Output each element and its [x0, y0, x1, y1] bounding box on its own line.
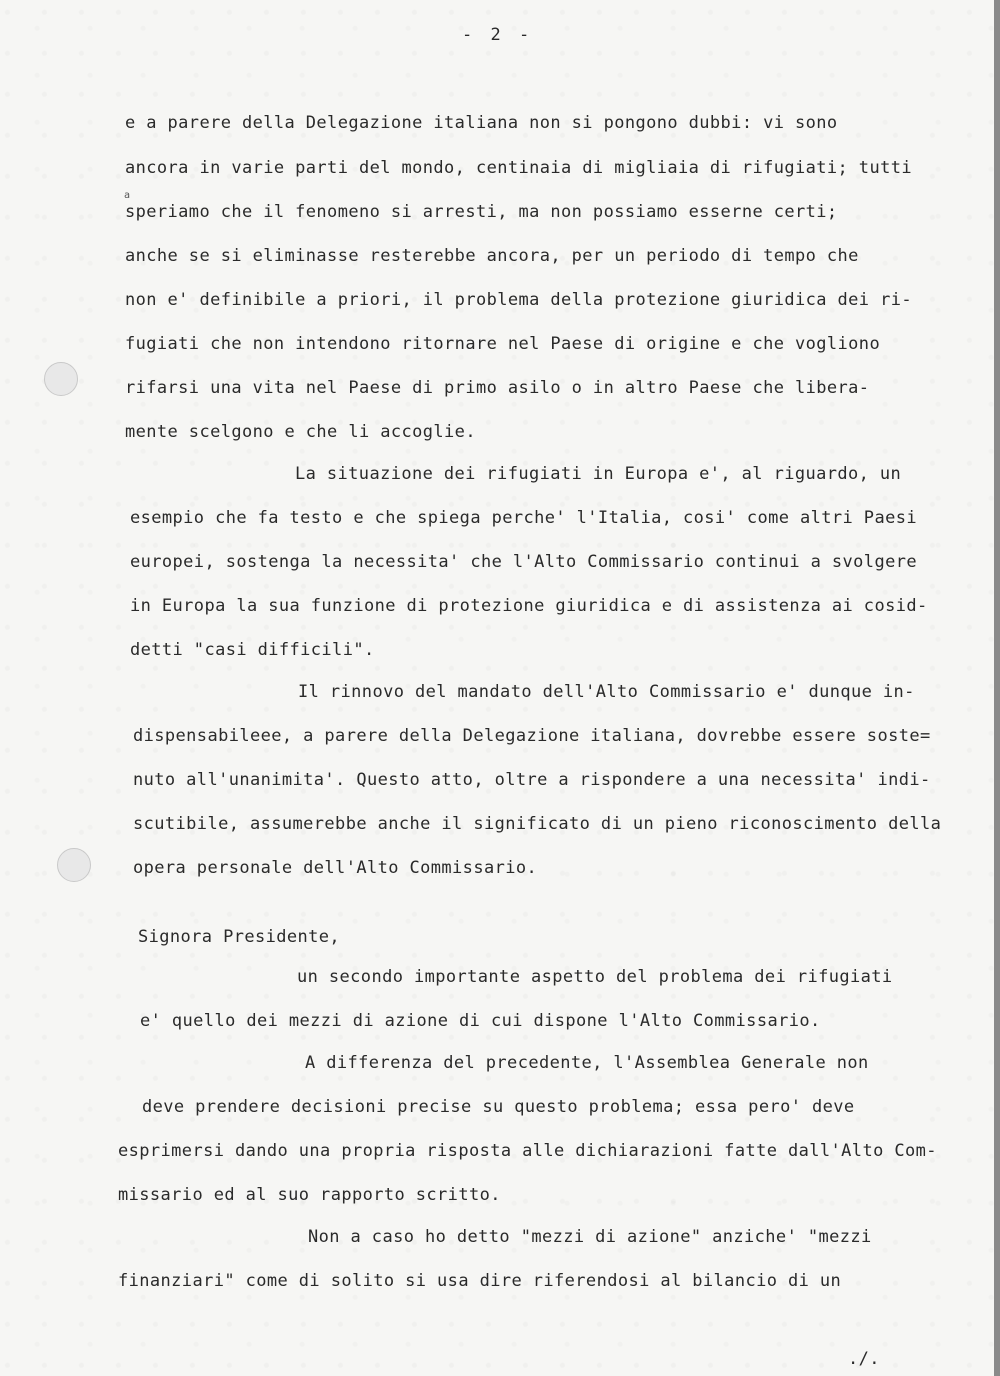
- text-line: La situazione dei rifugiati in Europa e', al riguardo, un: [295, 464, 902, 484]
- text-line: opera personale dell'Alto Commissario.: [133, 858, 538, 878]
- page-number: - 2 -: [462, 25, 534, 45]
- text-line: dispensabileee, a parere della Delegazione italiana, dovrebbe essere soste=: [133, 726, 931, 746]
- text-line: e a parere della Delegazione italiana non si pongono dubbi: vi sono: [125, 113, 838, 133]
- text-line: in Europa la sua funzione di protezione giuridica e di assistenza ai cosid-: [130, 596, 928, 616]
- text-line: non e' definibile a priori, il problema della protezione giuridica dei ri-: [125, 290, 912, 310]
- text-line: deve prendere decisioni precise su questo problema; essa pero' deve: [142, 1097, 855, 1117]
- text-line: europei, sostenga la necessita' che l'Alto Commissario continui a svolgere: [130, 552, 917, 572]
- text-line: e' quello dei mezzi di azione di cui dispone l'Alto Commissario.: [140, 1011, 821, 1031]
- text-line: finanziari" come di solito si usa dire riferendosi al bilancio di un: [118, 1271, 842, 1291]
- text-line: un secondo importante aspetto del problema dei rifugiati: [297, 967, 893, 987]
- punch-hole-bottom: [57, 848, 91, 882]
- text-line: rifarsi una vita nel Paese di primo asilo o in altro Paese che libera-: [125, 378, 870, 398]
- text-line: Signora Presidente,: [138, 927, 341, 947]
- text-line: speriamo che il fenomeno si arresti, ma non possiamo esserne certi;: [125, 202, 838, 222]
- handwritten-annotation: a: [124, 190, 131, 201]
- text-line: fugiati che non intendono ritornare nel Paese di origine e che vogliono: [125, 334, 881, 354]
- text-line: Il rinnovo del mandato dell'Alto Commissario e' dunque in-: [298, 682, 915, 702]
- text-line: A differenza del precedente, l'Assemblea Generale non: [305, 1053, 869, 1073]
- continuation-mark: ./.: [848, 1349, 880, 1369]
- text-line: esprimersi dando una propria risposta alle dichiarazioni fatte dall'Alto Com-: [118, 1141, 937, 1161]
- punch-hole-top: [44, 362, 78, 396]
- text-line: detti "casi difficili".: [130, 640, 375, 660]
- text-line: missario ed al suo rapporto scritto.: [118, 1185, 501, 1205]
- text-line: anche se si eliminasse resterebbe ancora, per un periodo di tempo che: [125, 246, 859, 266]
- text-line: nuto all'unanimita'. Questo atto, oltre a rispondere a una necessita' indi-: [133, 770, 931, 790]
- text-line: ancora in varie parti del mondo, centinaia di migliaia di rifugiati; tutti: [125, 158, 912, 178]
- text-line: Non a caso ho detto "mezzi di azione" anziche' "mezzi: [308, 1227, 872, 1247]
- text-line: scutibile, assumerebbe anche il significato di un pieno riconoscimento della: [133, 814, 942, 834]
- text-line: mente scelgono e che li accoglie.: [125, 422, 476, 442]
- text-line: esempio che fa testo e che spiega perche' l'Italia, cosi' come altri Paesi: [130, 508, 917, 528]
- page-edge: [994, 0, 1000, 1376]
